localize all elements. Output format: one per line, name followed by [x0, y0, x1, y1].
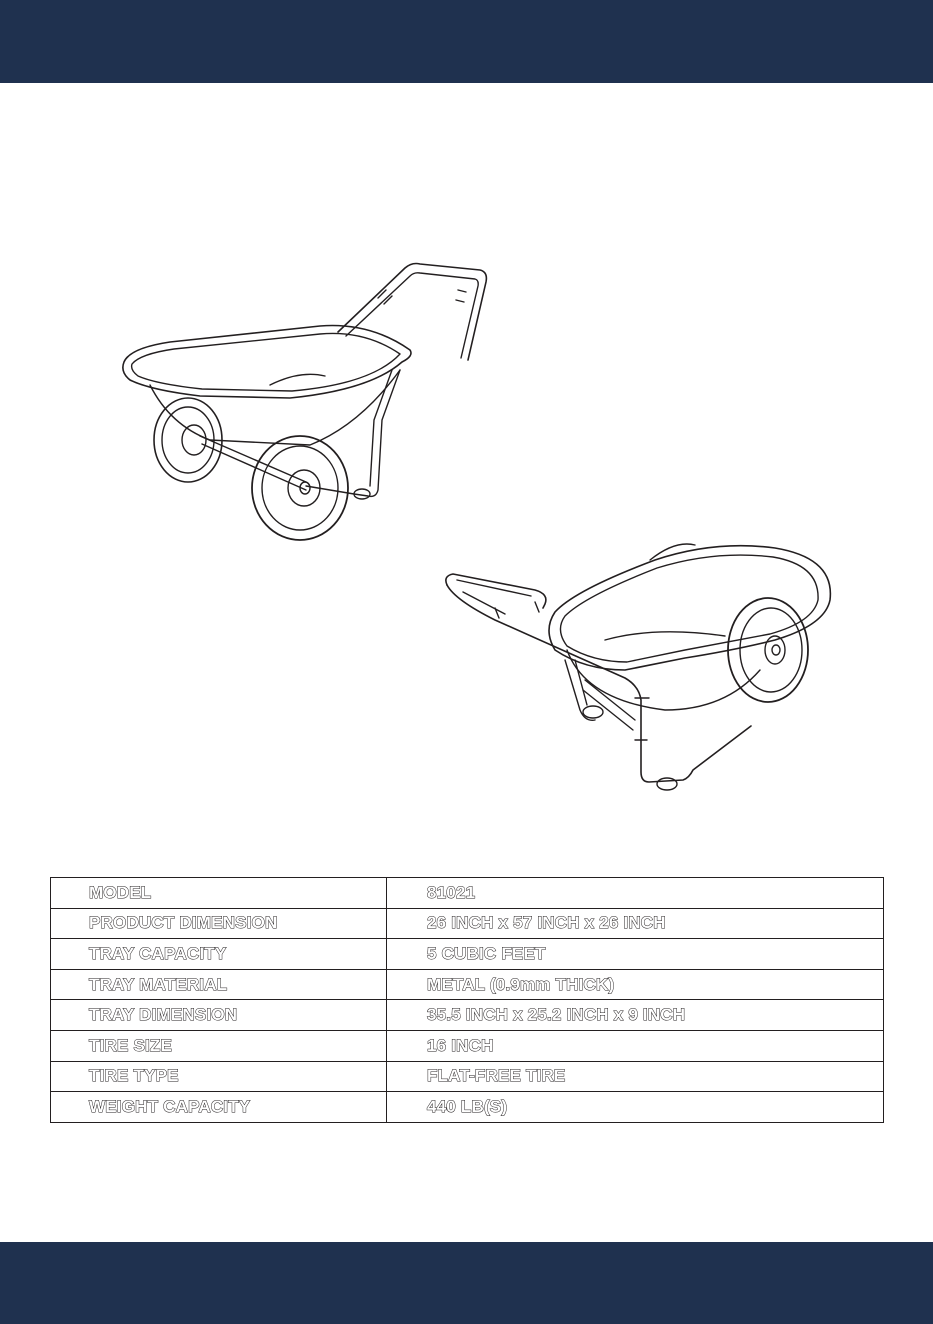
table-row	[51, 1061, 884, 1092]
spec-label: MODEL	[51, 878, 387, 909]
table-row	[51, 908, 884, 939]
spec-value: 16 INCH	[387, 1030, 884, 1061]
spec-value: 35.5 INCH x 25.2 INCH x 9 INCH	[387, 1000, 884, 1031]
spec-label: WEIGHT CAPACITY	[51, 1092, 387, 1123]
spec-label: TRAY MATERIAL	[51, 969, 387, 1000]
table-row	[51, 878, 884, 909]
spec-value: 5 CUBIC FEET	[387, 939, 884, 970]
table-row	[51, 1000, 884, 1031]
spec-table	[50, 877, 884, 1123]
wheelbarrow-front-view-icon	[110, 250, 500, 550]
spec-label: TIRE TYPE	[51, 1061, 387, 1092]
spec-value: METAL (0.9mm THICK)	[387, 969, 884, 1000]
wheelbarrow-rear-view-icon	[435, 530, 845, 805]
spec-value: 81021	[387, 878, 884, 909]
table-row	[51, 1030, 884, 1061]
table-row	[51, 1092, 884, 1123]
footer-band	[0, 1242, 933, 1324]
spec-value: FLAT-FREE TIRE	[387, 1061, 884, 1092]
table-row	[51, 939, 884, 970]
spec-value: 26 INCH x 57 INCH x 26 INCH	[387, 908, 884, 939]
header-band	[0, 0, 933, 83]
table-row	[51, 969, 884, 1000]
spec-label: TIRE SIZE	[51, 1030, 387, 1061]
spec-label: TRAY DIMENSION	[51, 1000, 387, 1031]
spec-value: 440 LB(S)	[387, 1092, 884, 1123]
spec-label: TRAY CAPACITY	[51, 939, 387, 970]
spec-label: PRODUCT DIMENSION	[51, 908, 387, 939]
